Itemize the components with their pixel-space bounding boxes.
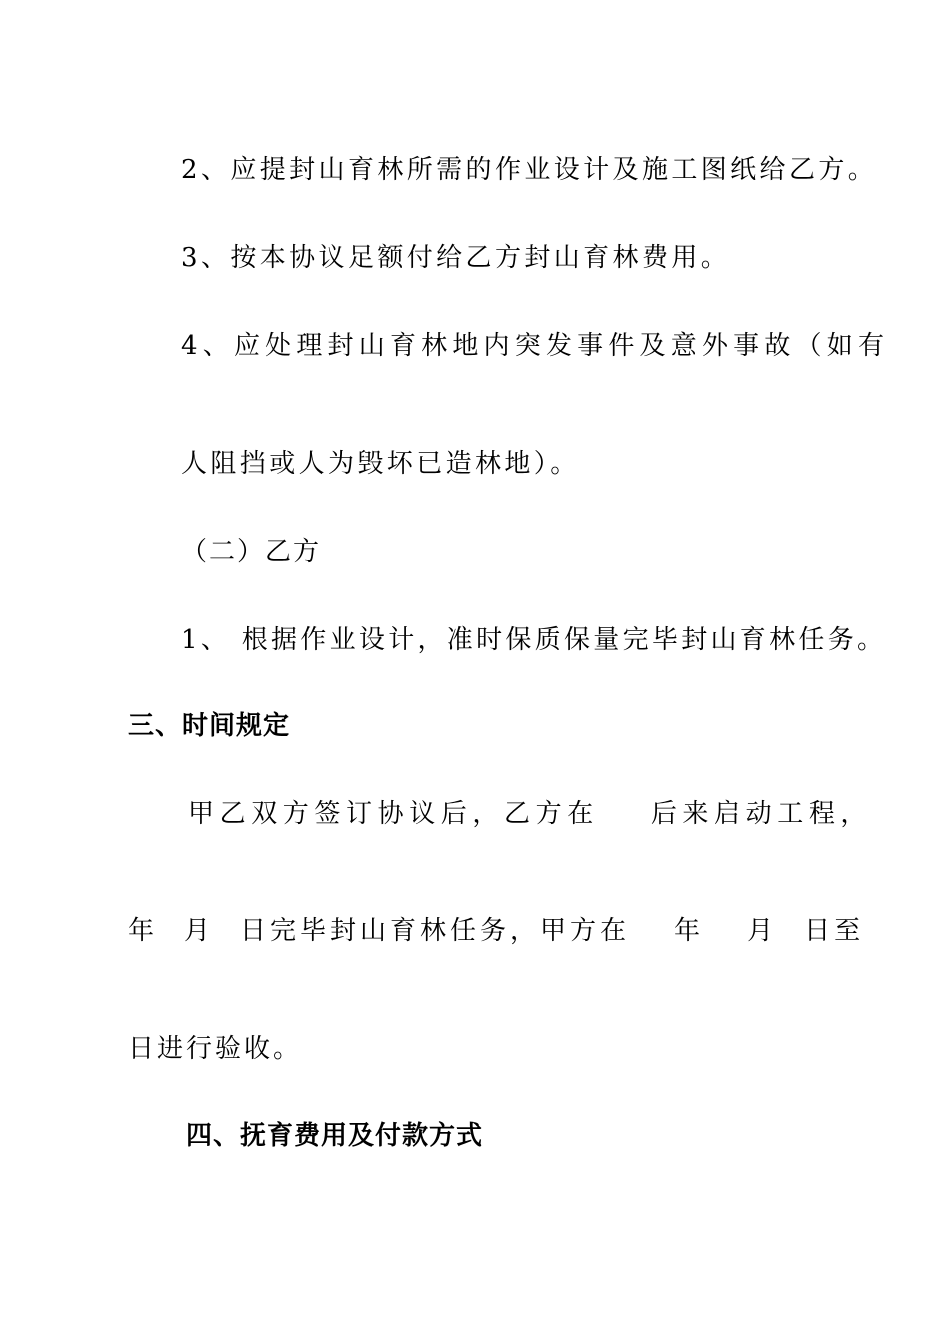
section-4-heading: 四、抚育费用及付款方式: [186, 1121, 484, 1151]
month-label: 月: [184, 916, 215, 946]
party-a-item-2: 2、应提封山育林所需的作业设计及施工图纸给乙方。: [181, 155, 878, 185]
section-3-line-1-end: 后来启动工程，: [650, 799, 873, 829]
party-b-heading: （二）乙方: [181, 537, 322, 567]
section-3-heading: 三、时间规定: [128, 711, 291, 741]
section-3-line-2-end: 日至: [804, 916, 865, 946]
year-label: 年: [128, 916, 159, 946]
month-label-2: 月: [747, 916, 778, 946]
section-3-line-2-mid: 日完毕封山育林任务，甲方在: [240, 916, 631, 946]
party-a-item-4-line-2: 人阻挡或人为毁坏已造林地）。: [181, 449, 580, 479]
party-b-item-1: 1、 根据作业设计，准时保质保量完毕封山育林任务。: [181, 625, 887, 655]
year-label-2: 年: [674, 916, 705, 946]
section-3-line-1: [188, 797, 872, 831]
section-3-line-1-start: 甲乙双方签订协议后，乙方在: [188, 799, 599, 829]
party-a-item-3: 3、按本协议足额付给乙方封山育林费用。: [181, 243, 731, 273]
section-3-line-3: 日进行验收。: [128, 1034, 303, 1064]
section-3-line-2: [128, 914, 864, 948]
party-a-item-4-line-1: 4、应处理封山育林地内突发事件及意外事故（如有: [181, 331, 890, 361]
